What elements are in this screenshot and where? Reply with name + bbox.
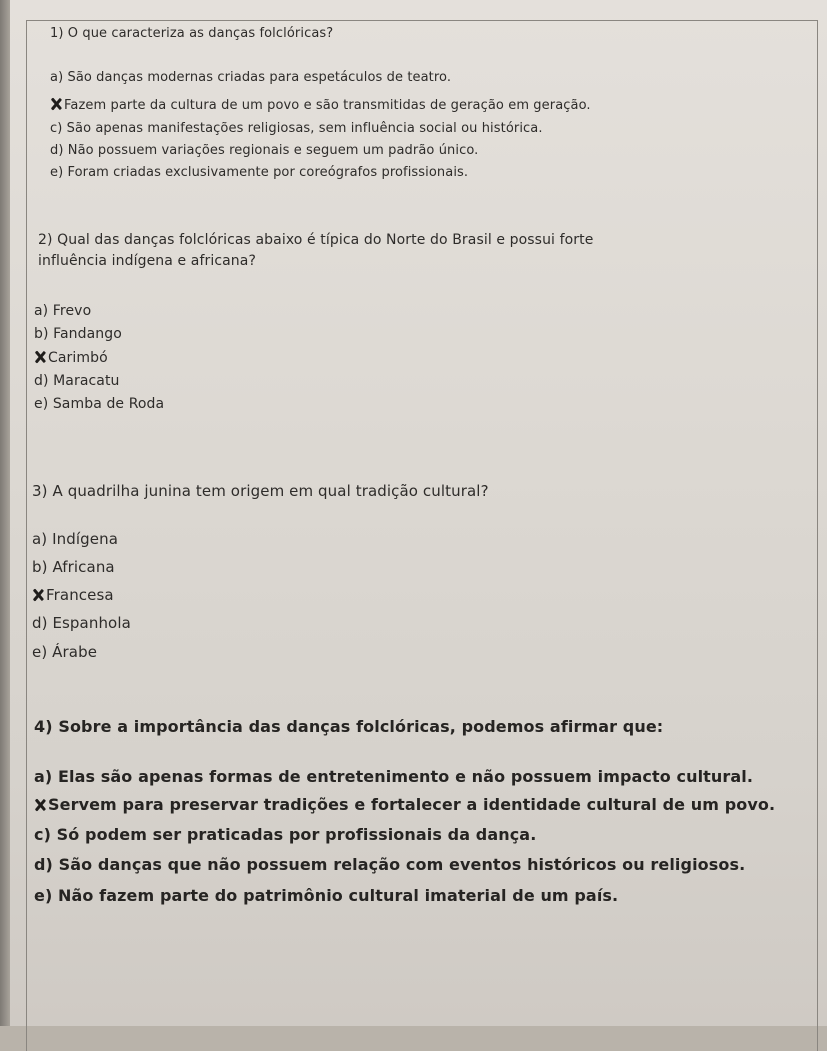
question-2-option-a: a) Frevo: [34, 303, 92, 319]
question-1-option-d: d) Não possuem variações regionais e seguem um padrão único.: [50, 143, 479, 158]
question-4-option-b: Servem para preservar tradições e fortalecer a identidade cultural de um povo.: [34, 795, 775, 814]
question-4-prompt: 4) Sobre a importância das danças folclóricas, podemos afirmar que:: [34, 717, 664, 736]
question-1-option-a: a) São danças modernas criadas para espetáculos de teatro.: [50, 70, 452, 85]
question-1-option-b: Fazem parte da cultura de um povo e são transmitidas de geração em geração.: [50, 98, 591, 113]
question-3-option-c: Francesa: [32, 586, 114, 604]
question-2-option-d: d) Maracatu: [34, 373, 120, 389]
x-mark-icon: [34, 799, 46, 811]
x-mark-icon: [34, 351, 46, 363]
question-1-prompt: 1) O que caracteriza as danças folclóricas?: [50, 26, 334, 41]
question-2-option-e: e) Samba de Roda: [34, 396, 165, 412]
question-4-option-e: e) Não fazem parte do patrimônio cultural imaterial de um país.: [34, 886, 619, 905]
question-1-option-c: c) São apenas manifestações religiosas, sem influência social ou histórica.: [50, 121, 543, 136]
question-2-option-c: Carimbó: [34, 350, 108, 366]
question-3-option-a: a) Indígena: [32, 530, 118, 548]
question-3-option-e: e) Árabe: [32, 643, 98, 661]
question-2-prompt-line-2: influência indígena e africana?: [38, 253, 256, 269]
question-3-prompt: 3) A quadrilha junina tem origem em qual tradição cultural?: [32, 482, 489, 500]
question-4-option-a: a) Elas são apenas formas de entretenimento e não possuem impacto cultural.: [34, 767, 754, 786]
question-4-option-c: c) Só podem ser praticadas por profissionais da dança.: [34, 825, 537, 844]
question-1-option-e: e) Foram criadas exclusivamente por coreógrafos profissionais.: [50, 165, 469, 180]
x-mark-icon: [50, 98, 62, 110]
question-3-option-b: b) Africana: [32, 558, 115, 576]
question-4-option-d: d) São danças que não possuem relação com eventos históricos ou religiosos.: [34, 855, 746, 874]
question-2-prompt-line-1: 2) Qual das danças folclóricas abaixo é típica do Norte do Brasil e possui forte: [38, 232, 594, 248]
question-2-option-b: b) Fandango: [34, 326, 122, 342]
x-mark-icon: [32, 589, 44, 601]
question-3-option-d: d) Espanhola: [32, 614, 131, 632]
page-edge-shadow: [0, 0, 10, 1026]
